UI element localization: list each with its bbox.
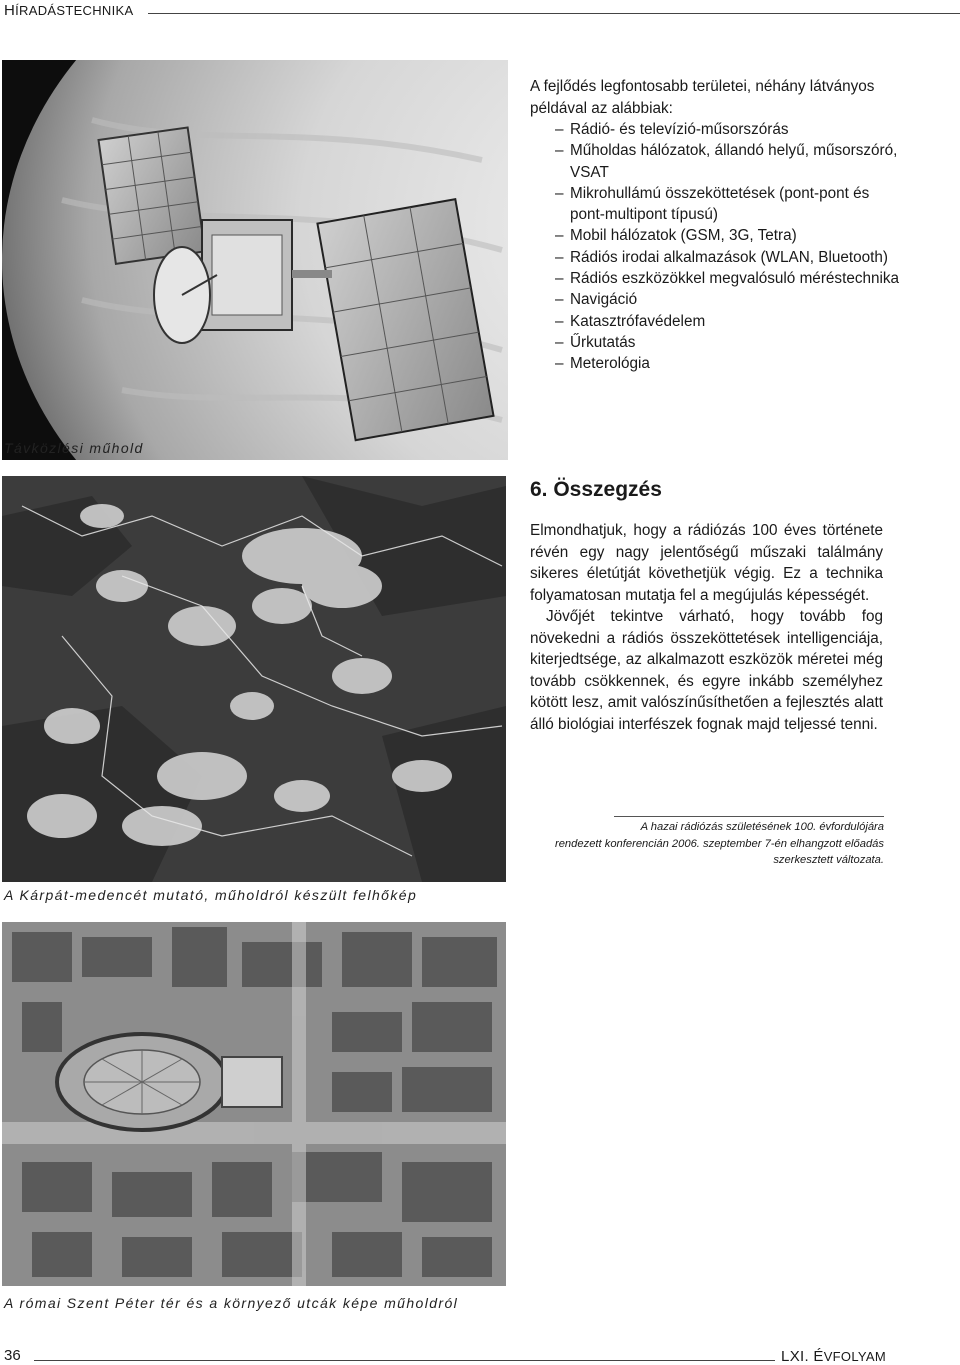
source-note	[500, 819, 884, 869]
section-heading: 6. Összegzés	[530, 478, 662, 501]
rome-caption: A római Szent Péter tér és a környező utcák képe műholdról	[4, 1295, 459, 1311]
rome-aerial-photo	[2, 922, 506, 1286]
list-item: – Katasztrófavédelem	[555, 311, 905, 332]
note-rule	[614, 816, 884, 817]
list-item: – Mikrohullámú összeköttetések (pont-pont és pont-multipont típusú)	[555, 183, 905, 226]
volume-initial: LXI. É	[781, 1348, 824, 1365]
cloud-map-caption: A Kárpát-medencét mutató, műholdról készült felhőkép	[4, 887, 418, 903]
list-item: – Rádiós irodai alkalmazások (WLAN, Bluetooth)	[555, 247, 905, 268]
header-rest: ÍRADÁSTECHNIKA	[15, 3, 134, 18]
list-item: – Műholdas hálózatok, állandó helyű, műsorszóró, VSAT	[555, 140, 905, 183]
satellite-photo	[2, 60, 508, 460]
note-line: szerkesztett változata.	[773, 854, 884, 866]
list-item: – Meterológia	[555, 353, 905, 374]
volume-label	[781, 1348, 886, 1365]
volume-rest: VFOLYAM	[823, 1349, 886, 1364]
summary-text	[530, 520, 883, 735]
note-line: rendezett konferencián 2006. szeptember 7-én elhangzott előadás	[554, 837, 884, 850]
summary-paragraph: Elmondhatjuk, hogy a rádiózás 100 éves története révén egy nagy jelentőségű műszaki találmány sikeres életútját követhetjük végig. Ez a technika folyamatosan mutatja fel a megújulás képességét.	[530, 522, 883, 604]
note-line: A hazai rádiózás születésének 100. évfordulójára	[640, 821, 884, 833]
header-rule	[148, 13, 960, 14]
intro-text: A fejlődés legfontosabb területei, néhány látványos példával az alábbiak:	[530, 78, 875, 117]
page-number: 36	[4, 1347, 21, 1364]
header-initial: H	[4, 2, 16, 19]
application-list	[555, 119, 905, 375]
running-header	[4, 2, 133, 19]
list-item: – Űrkutatás	[555, 332, 905, 353]
summary-paragraph: Jövőjét tekintve várható, hogy tovább fog növekedni a rádiós összeköttetések intelligenciája, kiterjedtsége, az alkalmazott eszközök méretei még tovább csökkennek, és egyre inkább személyhez kötött lesz, amit valószínűsíthetően a fejlesztés alatt álló biológiai interfészek fognak majd teljessé tenni.	[530, 608, 883, 733]
list-item: – Mobil hálózatok (GSM, 3G, Tetra)	[555, 225, 905, 246]
list-item: – Rádió- és televízió-műsorszórás	[555, 119, 905, 140]
footer-rule	[34, 1360, 775, 1361]
list-item: – Navigáció	[555, 289, 905, 310]
list-item: – Rádiós eszközökkel megvalósuló méréstechnika	[555, 268, 905, 289]
satellite-caption: Távközlési műhold	[4, 440, 144, 456]
cloud-map-photo	[2, 476, 506, 882]
